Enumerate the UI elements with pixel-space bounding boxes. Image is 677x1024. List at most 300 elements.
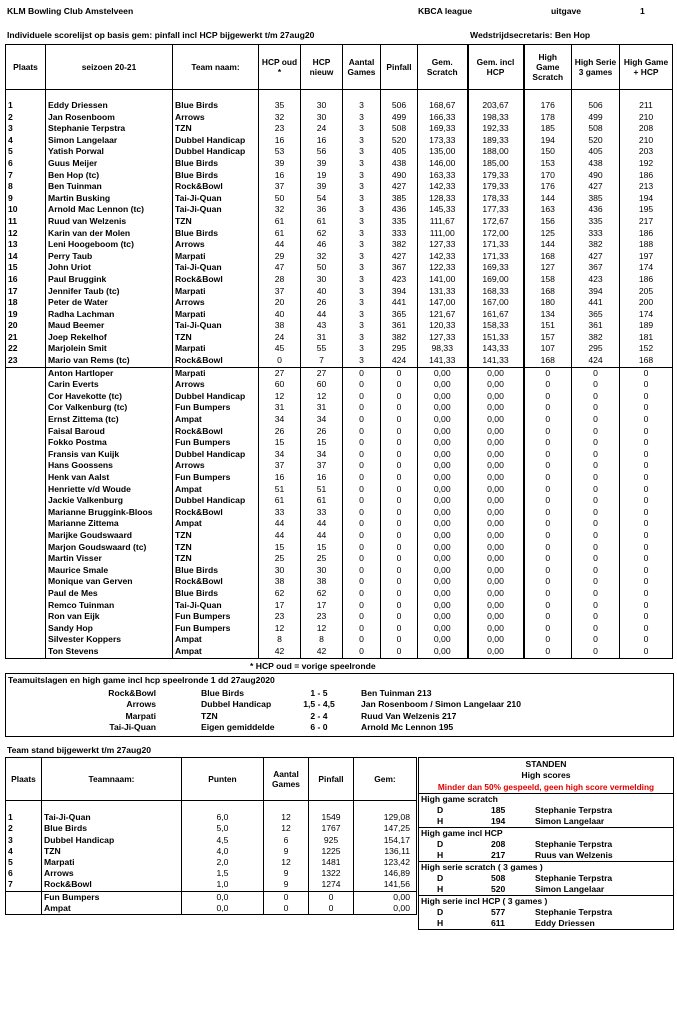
table-cell: Ruud van Welzenis [46, 216, 173, 228]
table-cell: 441 [572, 297, 620, 309]
table-cell [6, 449, 46, 461]
table-cell: 0,00 [468, 437, 524, 449]
standings-cell: 12 [264, 857, 309, 868]
standings-cell: 9 [264, 868, 309, 879]
result-team-home: Marpati [125, 710, 156, 721]
high-score-row [419, 850, 673, 861]
table-cell: 0 [524, 565, 572, 577]
table-cell: John Uriot [46, 262, 173, 274]
table-cell: 205 [620, 286, 673, 298]
table-row [6, 553, 673, 565]
table-cell: Ampat [173, 414, 259, 426]
table-cell: Marpati [173, 343, 259, 355]
table-cell [6, 472, 46, 484]
table-cell: 0 [572, 472, 620, 484]
table-cell: 3 [343, 355, 381, 367]
table-cell: Rock&Bowl [173, 274, 259, 286]
table-cell: 170 [524, 170, 572, 182]
table-cell: 60 [301, 379, 343, 391]
table-cell: 0 [572, 542, 620, 554]
table-cell: 0,00 [418, 460, 468, 472]
standings-row [6, 835, 417, 846]
table-cell: 3 [343, 193, 381, 205]
table-cell: 394 [572, 286, 620, 298]
table-cell: 169,33 [468, 262, 524, 274]
standings-cell: 0 [309, 891, 354, 903]
high-scores-warning: Minder dan 50% gespeeld, geen high score vermelding [437, 782, 655, 792]
table-cell: 0 [381, 634, 418, 646]
table-cell: 0,00 [468, 623, 524, 635]
table-cell: 168 [620, 355, 673, 367]
table-row [6, 484, 673, 496]
table-row [6, 507, 673, 519]
table-cell: 0 [524, 367, 572, 379]
table-cell: 0 [572, 565, 620, 577]
table-cell: Fun Bumpers [173, 611, 259, 623]
table-cell: Ampat [173, 484, 259, 496]
table-cell: 38 [259, 576, 301, 588]
table-cell: 150 [524, 146, 572, 158]
table-cell: 31 [301, 332, 343, 344]
table-row [6, 204, 673, 216]
table-cell [6, 588, 46, 600]
table-cell: 0 [572, 495, 620, 507]
table-cell: 107 [524, 343, 572, 355]
table-cell: 0 [381, 472, 418, 484]
high-scores-title: High scores [521, 770, 571, 780]
table-cell: 0 [572, 414, 620, 426]
table-cell: 166,33 [418, 112, 468, 124]
standings-column-header: Plaats [6, 758, 42, 801]
table-row [6, 495, 673, 507]
table-cell: Marijke Goudswaard [46, 530, 173, 542]
table-cell: 122,33 [418, 262, 468, 274]
table-cell: Carin Everts [46, 379, 173, 391]
table-cell: 0 [343, 623, 381, 635]
table-cell: 0,00 [468, 634, 524, 646]
table-cell: 0 [343, 565, 381, 577]
table-cell: 0 [343, 634, 381, 646]
table-cell: 134 [524, 309, 572, 321]
result-score: 2 - 4 [310, 710, 328, 721]
table-cell: 361 [381, 320, 418, 332]
table-cell: 335 [572, 216, 620, 228]
table-cell: 6 [6, 158, 46, 170]
table-row [6, 367, 673, 379]
table-cell: 0 [620, 600, 673, 612]
gender-code: D [437, 805, 444, 815]
standings-cell [6, 903, 42, 915]
table-cell: 365 [381, 309, 418, 321]
standings-cell: 12 [264, 823, 309, 834]
table-cell: 0,00 [468, 379, 524, 391]
table-cell: 37 [259, 286, 301, 298]
table-cell: 0 [343, 472, 381, 484]
table-cell: 47 [259, 262, 301, 274]
table-cell: Henriette v/d Woude [46, 484, 173, 496]
table-cell: 423 [381, 274, 418, 286]
table-cell: 211 [620, 100, 673, 112]
table-cell: 12 [301, 623, 343, 635]
table-row [6, 449, 673, 461]
table-cell: Maurice Smale [46, 565, 173, 577]
table-cell: Hans Goossens [46, 460, 173, 472]
table-cell: 0 [381, 611, 418, 623]
high-score-value: 577 [491, 907, 506, 917]
table-cell: Guus Meijer [46, 158, 173, 170]
table-cell: 0 [524, 449, 572, 461]
table-cell: 0 [524, 530, 572, 542]
table-cell: Arrows [173, 112, 259, 124]
high-score-group-title: High game incl HCP [421, 828, 503, 838]
standings-row [6, 857, 417, 868]
table-cell: 60 [259, 379, 301, 391]
table-cell: TZN [173, 553, 259, 565]
table-row [6, 297, 673, 309]
standings-cell: 6 [264, 835, 309, 846]
result-team-home: Arrows [126, 699, 156, 710]
table-cell: 19 [301, 170, 343, 182]
table-cell: 46 [301, 239, 343, 251]
table-cell: 186 [620, 228, 673, 240]
table-cell: 141,00 [418, 274, 468, 286]
table-cell: 385 [381, 193, 418, 205]
table-cell: 499 [572, 112, 620, 124]
table-cell: 17 [301, 600, 343, 612]
table-cell: 0 [620, 391, 673, 403]
table-cell: 0 [381, 437, 418, 449]
table-cell: 24 [301, 123, 343, 135]
table-cell: 17 [259, 600, 301, 612]
table-cell: 520 [572, 135, 620, 147]
table-cell: 382 [381, 332, 418, 344]
table-cell: 38 [259, 320, 301, 332]
gender-code: H [437, 850, 444, 860]
standings-cell: 925 [309, 835, 354, 846]
table-cell: Tai-Ji-Quan [173, 204, 259, 216]
table-cell: 195 [620, 204, 673, 216]
table-cell: 0 [572, 460, 620, 472]
table-cell: Dubbel Handicap [173, 391, 259, 403]
table-cell: 0,00 [418, 426, 468, 438]
table-cell: 210 [620, 112, 673, 124]
table-cell: 0 [343, 402, 381, 414]
table-cell [6, 576, 46, 588]
table-cell: 98,33 [418, 343, 468, 355]
table-cell: 26 [301, 297, 343, 309]
table-cell: 0 [343, 437, 381, 449]
table-cell: 15 [259, 542, 301, 554]
table-cell: 0 [343, 367, 381, 379]
table-cell: 135,00 [418, 146, 468, 158]
high-score-player: Ruus van Welzenis [535, 850, 613, 860]
table-cell: 111,67 [418, 216, 468, 228]
table-cell: 0 [572, 576, 620, 588]
table-cell [6, 391, 46, 403]
table-cell: 29 [259, 251, 301, 263]
table-cell: 53 [259, 146, 301, 158]
table-cell: 333 [572, 228, 620, 240]
table-cell: 152 [620, 343, 673, 355]
table-cell: 0,00 [468, 565, 524, 577]
table-cell: 161,67 [468, 309, 524, 321]
table-row [6, 623, 673, 635]
result-high-game: Ben Tuinman 213 [361, 688, 432, 698]
table-cell: 32 [301, 251, 343, 263]
table-row [6, 518, 673, 530]
high-score-row [419, 805, 673, 816]
table-cell: 178,33 [468, 193, 524, 205]
table-cell: TZN [173, 530, 259, 542]
table-cell: 0 [620, 530, 673, 542]
table-cell: 51 [259, 484, 301, 496]
table-cell: 0 [524, 472, 572, 484]
table-cell: 20 [6, 320, 46, 332]
table-cell: 30 [259, 565, 301, 577]
table-cell: Fun Bumpers [173, 402, 259, 414]
table-row [6, 565, 673, 577]
high-score-row [419, 884, 673, 895]
table-cell: Marjon Goudswaard (tc) [46, 542, 173, 554]
table-cell: 3 [343, 146, 381, 158]
result-high-game: Ruud Van Welzenis 217 [361, 710, 457, 721]
table-cell: Tai-Ji-Quan [173, 262, 259, 274]
table-cell: 0 [524, 634, 572, 646]
table-cell: Marpati [173, 367, 259, 379]
table-cell: 62 [259, 588, 301, 600]
table-cell: 365 [572, 309, 620, 321]
standings-column-header: Pinfall [309, 758, 354, 801]
standings-cell: 1225 [309, 846, 354, 857]
table-cell: Radha Lachman [46, 309, 173, 321]
table-cell [6, 507, 46, 519]
table-cell: 181 [620, 332, 673, 344]
table-cell: 0 [343, 379, 381, 391]
table-cell: 185,00 [468, 158, 524, 170]
table-cell: 168 [524, 251, 572, 263]
table-cell: Blue Birds [173, 100, 259, 112]
standings-cell: 0 [264, 903, 309, 915]
table-cell: 295 [381, 343, 418, 355]
table-cell: 0,00 [418, 634, 468, 646]
table-cell [6, 646, 46, 658]
table-cell: 0,00 [468, 588, 524, 600]
table-row [6, 530, 673, 542]
table-cell: 427 [381, 251, 418, 263]
standings-cell: 4 [6, 846, 42, 857]
table-cell: 506 [572, 100, 620, 112]
table-cell: 3 [343, 297, 381, 309]
club-title: KLM Bowling Club Amstelveen [7, 6, 134, 16]
standings-row [6, 903, 417, 915]
standings-cell: Arrows [42, 868, 182, 879]
table-row [6, 262, 673, 274]
table-cell: 23 [301, 611, 343, 623]
table-cell: TZN [173, 123, 259, 135]
table-cell: 0,00 [418, 507, 468, 519]
table-cell: 2 [6, 112, 46, 124]
table-cell: 142,33 [418, 181, 468, 193]
table-row [6, 170, 673, 182]
table-cell: 0 [343, 414, 381, 426]
table-cell: 394 [381, 286, 418, 298]
table-cell: 0,00 [468, 367, 524, 379]
column-header: High Serie 3 games [572, 45, 620, 90]
high-score-row [419, 873, 673, 884]
high-score-value: 217 [491, 850, 506, 860]
table-cell: 31 [259, 402, 301, 414]
column-header: Pinfall [381, 45, 418, 90]
table-cell: 490 [572, 170, 620, 182]
gender-code: H [437, 816, 444, 826]
table-cell: 31 [301, 402, 343, 414]
table-cell: 0,00 [468, 484, 524, 496]
standings-cell: 1274 [309, 879, 354, 891]
column-header: Gem. Scratch [418, 45, 468, 90]
table-cell: 30 [301, 112, 343, 124]
standings-row [6, 879, 417, 891]
table-cell: Perry Taub [46, 251, 173, 263]
table-cell: 0 [524, 611, 572, 623]
table-cell: 3 [343, 100, 381, 112]
table-cell: 37 [259, 181, 301, 193]
table-cell: Blue Birds [173, 228, 259, 240]
standings-row [6, 812, 417, 823]
table-cell: 10 [6, 204, 46, 216]
table-row [6, 228, 673, 240]
table-cell: 197 [620, 251, 673, 263]
result-team-home: Tai-Ji-Quan [109, 721, 156, 732]
table-cell: Faisal Baroud [46, 426, 173, 438]
table-cell: 0 [381, 414, 418, 426]
table-cell: Marjolein Smit [46, 343, 173, 355]
table-cell: 12 [6, 228, 46, 240]
table-cell: 189,33 [468, 135, 524, 147]
table-cell: 1 [6, 100, 46, 112]
table-cell: Mario van Rems (tc) [46, 355, 173, 367]
table-cell: 0,00 [468, 542, 524, 554]
table-cell: 23 [6, 355, 46, 367]
table-cell: 0,00 [468, 495, 524, 507]
table-cell: 0 [381, 530, 418, 542]
table-cell: 0 [524, 518, 572, 530]
table-cell: 0 [572, 507, 620, 519]
table-cell: 24 [259, 332, 301, 344]
table-cell: 0 [572, 426, 620, 438]
table-cell: Joep Rekelhof [46, 332, 173, 344]
table-cell: 0 [620, 472, 673, 484]
table-cell: 361 [572, 320, 620, 332]
table-cell: 9 [6, 193, 46, 205]
table-cell: 0 [343, 460, 381, 472]
table-cell: 43 [301, 320, 343, 332]
table-cell: 33 [259, 507, 301, 519]
table-cell: Rock&Bowl [173, 426, 259, 438]
table-cell: 34 [301, 414, 343, 426]
standings-cell: 1767 [309, 823, 354, 834]
table-cell: 0 [381, 495, 418, 507]
table-cell: 18 [6, 297, 46, 309]
high-score-player: Simon Langelaar [535, 816, 605, 826]
table-cell: 3 [343, 216, 381, 228]
result-team-away: Eigen gemiddelde [201, 721, 275, 732]
table-cell: 146,00 [418, 158, 468, 170]
standings-cell: 4,5 [182, 835, 264, 846]
table-cell: 3 [343, 309, 381, 321]
table-cell: 424 [381, 355, 418, 367]
table-cell: 0 [381, 542, 418, 554]
standings-row [6, 823, 417, 834]
table-cell: 16 [6, 274, 46, 286]
table-cell: 0,00 [468, 530, 524, 542]
table-cell: 436 [381, 204, 418, 216]
table-row [6, 181, 673, 193]
table-cell: 44 [259, 530, 301, 542]
high-score-group [419, 861, 673, 895]
table-row [6, 332, 673, 344]
table-cell: 0 [572, 634, 620, 646]
standings-cell: 1549 [309, 812, 354, 823]
table-cell: 34 [259, 449, 301, 461]
table-cell [6, 495, 46, 507]
table-cell: 163 [524, 204, 572, 216]
table-cell: 0,00 [418, 518, 468, 530]
table-cell: 0 [381, 426, 418, 438]
high-score-player: Stephanie Terpstra [535, 839, 613, 849]
column-header: Aantal Games [343, 45, 381, 90]
table-cell: 38 [301, 576, 343, 588]
table-cell: 3 [343, 123, 381, 135]
table-cell: Blue Birds [173, 588, 259, 600]
table-cell: 0 [572, 379, 620, 391]
standings-cell: Tai-Ji-Quan [42, 812, 182, 823]
result-score: 6 - 0 [310, 721, 328, 732]
table-cell: Dubbel Handicap [173, 135, 259, 147]
table-cell: 127 [524, 262, 572, 274]
standings-cell: Fun Bumpers [42, 891, 182, 903]
table-cell: 0 [381, 391, 418, 403]
table-cell: 111,00 [418, 228, 468, 240]
table-cell: 0 [381, 449, 418, 461]
table-row [6, 391, 673, 403]
table-cell: 7 [6, 170, 46, 182]
table-cell: 0 [620, 460, 673, 472]
table-cell: 0,00 [418, 588, 468, 600]
table-row [6, 402, 673, 414]
table-cell: 27 [259, 367, 301, 379]
table-cell: 0 [524, 600, 572, 612]
table-cell: Paul Bruggink [46, 274, 173, 286]
table-cell: 0,00 [418, 437, 468, 449]
standings-cell: 7 [6, 879, 42, 891]
table-cell: 0 [381, 507, 418, 519]
table-cell: 3 [343, 170, 381, 182]
standings-cell: 6 [6, 868, 42, 879]
table-cell: 172,67 [468, 216, 524, 228]
table-cell: 4 [6, 135, 46, 147]
table-cell: 144 [524, 193, 572, 205]
high-score-value: 520 [491, 884, 506, 894]
table-cell: 12 [259, 623, 301, 635]
table-cell: TZN [173, 332, 259, 344]
table-cell: 51 [301, 484, 343, 496]
table-cell: 200 [620, 297, 673, 309]
table-cell: 44 [301, 530, 343, 542]
table-cell: 158 [524, 274, 572, 286]
table-cell: 151,33 [468, 332, 524, 344]
table-cell: Martin Visser [46, 553, 173, 565]
table-cell: Simon Langelaar [46, 135, 173, 147]
